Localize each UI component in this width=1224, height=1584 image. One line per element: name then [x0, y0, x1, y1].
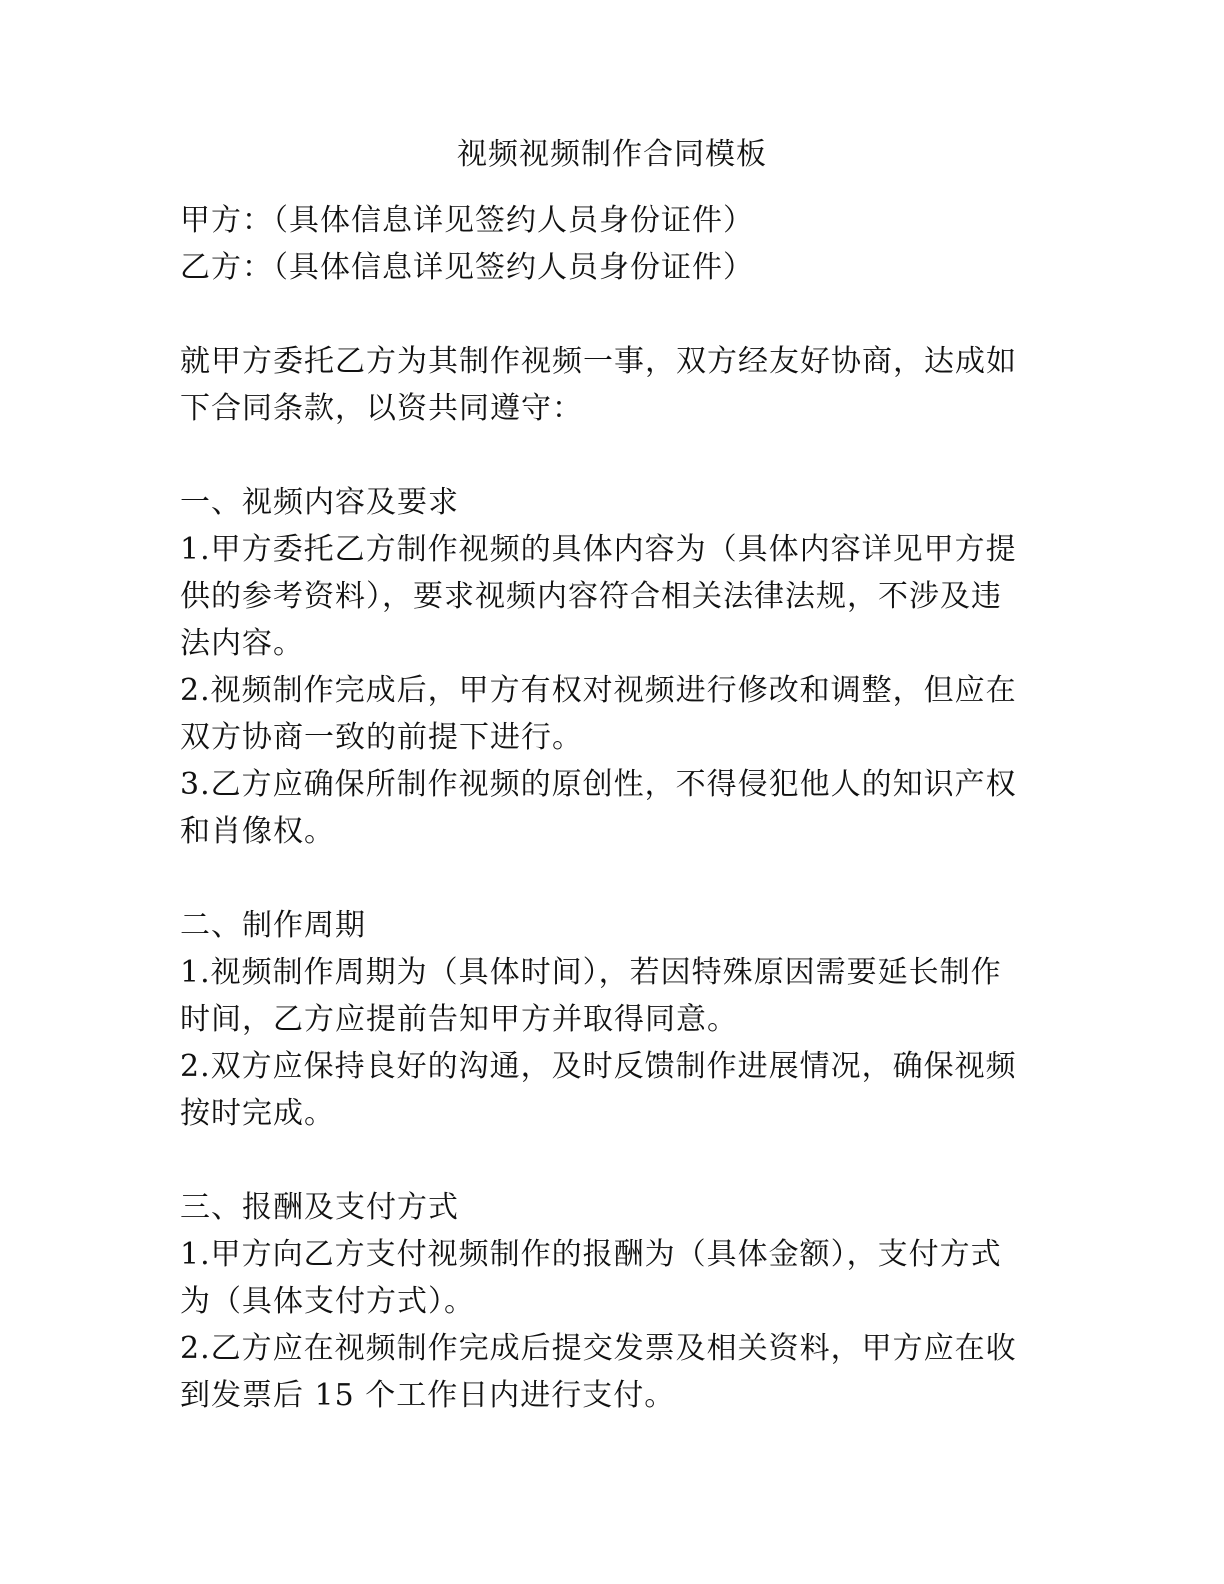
- intro-line: 下合同条款，以资共同遵守：: [180, 391, 583, 426]
- paragraph-gap: [180, 432, 1040, 479]
- paragraph-gap: [180, 855, 1040, 902]
- paragraph-gap: [180, 291, 1040, 338]
- paragraph-gap: [180, 1137, 1040, 1184]
- clause-line: 3.乙方应确保所制作视频的原创性，不得侵犯他人的知识产权: [180, 767, 1017, 802]
- section-heading-payment: 三、报酬及支付方式: [180, 1190, 459, 1225]
- clause-line: 2.双方应保持良好的沟通，及时反馈制作进展情况，确保视频: [180, 1049, 1017, 1084]
- document-body: [180, 197, 1040, 1419]
- clause-line: 1.甲方向乙方支付视频制作的报酬为（具体金额），支付方式: [180, 1237, 1002, 1272]
- clause-line: 按时完成。: [180, 1096, 335, 1131]
- clause-line: 双方协商一致的前提下进行。: [180, 720, 583, 755]
- clause-line: 到发票后 15 个工作日内进行支付。: [180, 1378, 676, 1413]
- section-heading-content: 一、视频内容及要求: [180, 485, 459, 520]
- clause-line: 供的参考资料），要求视频内容符合相关法律法规，不涉及违: [180, 579, 1002, 614]
- party-a-line: 甲方：（具体信息详见签约人员身份证件）: [180, 203, 754, 238]
- clause-line: 为（具体支付方式）。: [180, 1284, 475, 1319]
- party-b-line: 乙方：（具体信息详见签约人员身份证件）: [180, 250, 754, 285]
- clause-line: 2.乙方应在视频制作完成后提交发票及相关资料，甲方应在收: [180, 1331, 1017, 1366]
- clause-line: 2.视频制作完成后，甲方有权对视频进行修改和调整，但应在: [180, 673, 1017, 708]
- clause-line: 和肖像权。: [180, 814, 335, 849]
- clause-line: 1.视频制作周期为（具体时间），若因特殊原因需要延长制作: [180, 955, 1002, 990]
- clause-line: 1.甲方委托乙方制作视频的具体内容为（具体内容详见甲方提: [180, 532, 1017, 567]
- document-title: 视频视频制作合同模板: [457, 137, 767, 172]
- section-heading-schedule: 二、制作周期: [180, 908, 366, 943]
- clause-line: 时间，乙方应提前告知甲方并取得同意。: [180, 1002, 738, 1037]
- intro-line: 就甲方委托乙方为其制作视频一事，双方经友好协商，达成如: [180, 344, 1017, 379]
- clause-line: 法内容。: [180, 626, 304, 661]
